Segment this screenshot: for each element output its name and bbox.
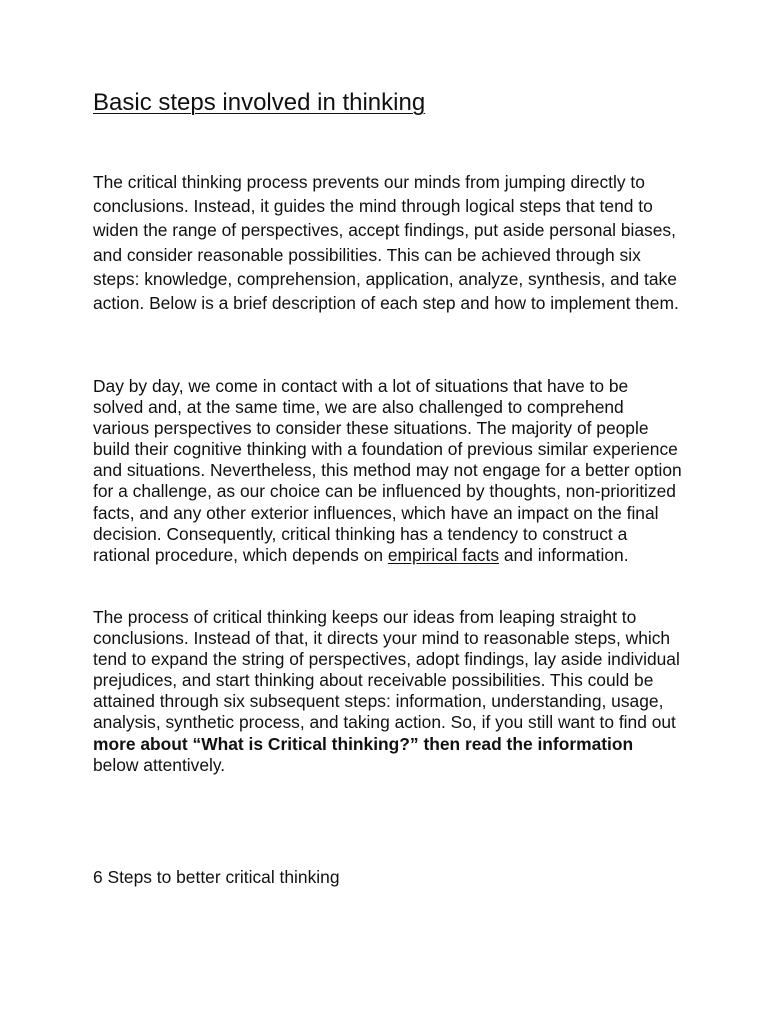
paragraph-text: below attentively.: [93, 754, 226, 775]
bold-emphasis-text: more about “What is Critical thinking?” then read the information: [93, 733, 634, 754]
paragraph-text: Day by day, we come in contact with a lot of situations that have to be solved and, at the same time, we are also challenged to comprehend various perspectives to consider these situations. The majority of people build their cognitive thinking with a foundation of previous similar experience and situations. Nevertheless, this method may not engage for a better option for a challenge, as our choice can be influenced by thoughts, non-prioritized facts, and any other exterior influences, which have an impact on the final decision. Consequently, critical thinking has a tendency to construct a rational procedure, which depends on: [93, 376, 682, 565]
document-title: Basic steps involved in thinking: [93, 89, 426, 116]
paragraph-text: and information.: [499, 544, 629, 565]
intro-paragraph: The critical thinking process prevents our minds from jumping directly to conclusions. Instead, it guides the mind through logical steps that tend to widen the range of perspectives, accept findings, put aside personal biases, and consider reasonable possibilities. This can be achieved through six steps: knowledge, comprehension, application, analyze, synthesis, and take action. Below is a brief description of each step and how to implement them.: [93, 172, 679, 314]
body-paragraph-process: [93, 607, 683, 776]
section-subheading: 6 Steps to better critical thinking: [93, 867, 340, 887]
empirical-facts-link[interactable]: empirical facts: [387, 544, 500, 565]
paragraph-text: The process of critical thinking keeps our ideas from leaping straight to conclusions. Instead of that, it directs your mind to reasonable steps, which tend to expand the string of perspectives, adopt findings, lay aside individual prejudices, and start thinking about receivable possibilities. This could be attained through six subsequent steps: information, understanding, usage, analysis, synthetic process, and taking action. So, if you still want to find out: [93, 607, 680, 733]
body-paragraph-situations: [93, 376, 683, 566]
